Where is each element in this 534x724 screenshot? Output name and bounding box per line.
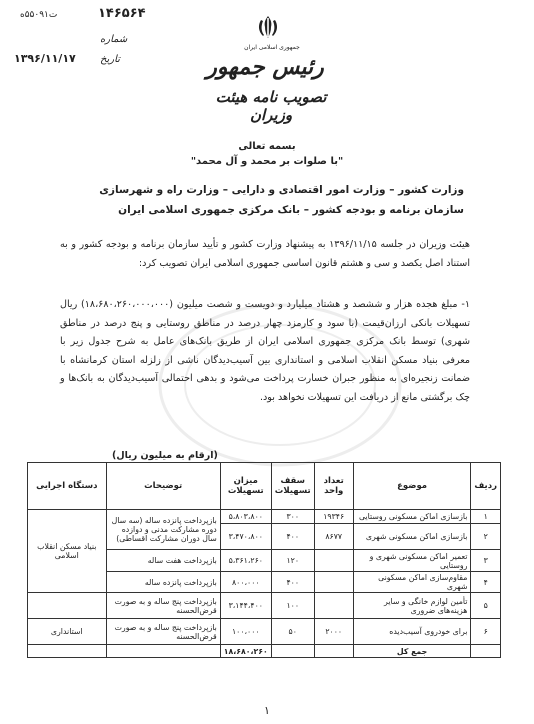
header-agency: دستگاه اجرایی [28,463,107,510]
total-spacer [471,645,501,658]
page-number: ۱ [264,704,270,717]
row-subject: تأمین لوازم خانگی و سایر هزینه‌های ضروری [353,593,471,619]
row-notes: بازپرداخت پانزده ساله [106,572,220,593]
row-units: ۱۹۳۴۶ [314,510,353,524]
number-label: شماره [100,34,128,45]
header-cap: سقف تسهیلات [271,463,314,510]
row-units [314,550,353,572]
table-header-row [28,463,501,510]
reference-code: ت۵۵۰۹۱ه [20,10,58,20]
addressees-line-1: وزارت کشور – وزارت امور اقتصادی و دارایی – وزارت راه و شهرسازی [99,184,464,196]
header-notes: توضیحات [106,463,220,510]
row-cap: ۱۲۰ [271,550,314,572]
table-row [28,510,501,524]
decree-type-title: تصویب نامه هیئت وزیران [215,88,327,124]
agency-governorate: استانداری [28,619,107,645]
row-amount: ۵،۸۰۳،۸۰۰ [220,510,271,524]
agency-cell-empty [28,593,107,619]
total-spacer [271,645,314,658]
row-cap: ۳۰۰ [271,510,314,524]
total-label: جمع کل [353,645,471,658]
row-notes: بازپرداخت پنج ساله و به صورت قرض‌الحسنه [106,619,220,645]
table-row [28,619,501,645]
row-amount: ۵،۳۶۱،۲۶۰ [220,550,271,572]
row-notes: بازپرداخت هفت ساله [106,550,220,572]
row-amount: ۳،۴۷۰،۸۰۰ [220,524,271,550]
agency-housing-foundation: بنیاد مسکن انقلاب اسلامی [28,510,107,593]
row-number: ۲ [471,524,501,550]
date-label: تاریخ [100,54,120,65]
intro-paragraph: هیئت وزیران در جلسه ۱۳۹۶/۱۱/۱۵ به پیشنهاد وزارت کشور و تأیید سازمان برنامه و بودجه کشور و به استناد اصل یکصد و سی و هشتم قانون اساسی جمهوری اسلامی ایران تصویب کرد: [60,239,470,269]
row-units [314,593,353,619]
row-amount: ۳،۱۴۴،۴۰۰ [220,593,271,619]
row-notes: بازپرداخت پنج ساله و به صورت قرض‌الحسنه [106,593,220,619]
emblem-caption: جمهوری اسلامی ایران [244,44,300,51]
row-amount: ۸۰۰،۰۰۰ [220,572,271,593]
header-units: تعداد واحد [314,463,353,510]
total-spacer [28,645,107,658]
row-notes: بازپرداخت پانزده ساله (سه سال دوره مشارکت مدنی و دوازده سال دوران مشارکت اقساطی) [106,510,220,550]
facilities-table [27,462,501,658]
row-units: ۲۰۰۰ [314,619,353,645]
table-row [28,593,501,619]
row-units: ۸۶۷۷ [314,524,353,550]
date-value: ۱۳۹۶/۱۱/۱۷ [14,52,76,65]
total-spacer [314,645,353,658]
row-number: ۴ [471,572,501,593]
row-units [314,572,353,593]
row-number: ۶ [471,619,501,645]
row-amount: ۱۰۰،۰۰۰ [220,619,271,645]
office-title: رئیس جمهور [206,54,324,80]
row-subject: تعمیر اماکن مسکونی شهری و روستایی [353,550,471,572]
header-subject: موضوع [353,463,471,510]
clause-1-paragraph: ۱- مبلغ هجده هزار و ششصد و هشتاد میلیارد و دویست و شصت میلیون (۱۸،۶۸۰،۲۶۰،۰۰۰،۰۰۰) ریال تسهیلات بانکی ارزان‌قیمت (با سود و کارمزد چهار درصد در مناطق روستایی و پنج درصد در مناطق شهری) توسط بانک مرکزی جمهوری اسلامی ایران از طریق بانک‌های عامل به شرح جدول زیر با معرفی بنیاد مسکن انقلاب اسلامی و استانداری بین آسیب‌دیدگان ناشی از زلزله استان کرمانشاه با ضمانت زنجیره‌ای به منظور جبران خسارت پرداخت می‌شود و بدهی احتمالی آسیب‌دیدگان به بانک‌ها و چک برگشتی مانع از دریافت این تسهیلات نخواهد بود. [60,299,470,403]
row-subject: بازسازی اماکن مسکونی شهری [353,524,471,550]
row-cap: ۵۰ [271,619,314,645]
header-amount: میزان تسهیلات [220,463,271,510]
row-cap: ۴۰۰ [271,524,314,550]
row-subject: بازسازی اماکن مسکونی روستایی [353,510,471,524]
total-spacer [106,645,220,658]
row-number: ۵ [471,593,501,619]
amount-unit-note: (ارقام به میلیون ریال) [112,450,218,461]
basmala: بسمه تعالی [238,141,296,152]
row-subject: مقاوم‌سازی اماکن مسکونی شهری [353,572,471,593]
salawat: "با صلوات بر محمد و آل محمد" [190,156,344,167]
row-number: ۳ [471,550,501,572]
row-cap: ۴۰۰ [271,572,314,593]
row-number: ۱ [471,510,501,524]
addressees-line-2: سازمان برنامه و بودجه کشور – بانک مرکزی جمهوری اسلامی ایران [118,204,464,216]
total-value: ۱۸،۶۸۰،۲۶۰ [220,645,271,658]
header-row-number: ردیف [471,463,501,510]
row-cap: ۱۰۰ [271,593,314,619]
iran-emblem-icon [255,14,281,40]
row-subject: برای خودروی آسیب‌دیده [353,619,471,645]
document-number: ۱۴۶۵۶۴ [98,6,146,21]
table-total-row [28,645,501,658]
